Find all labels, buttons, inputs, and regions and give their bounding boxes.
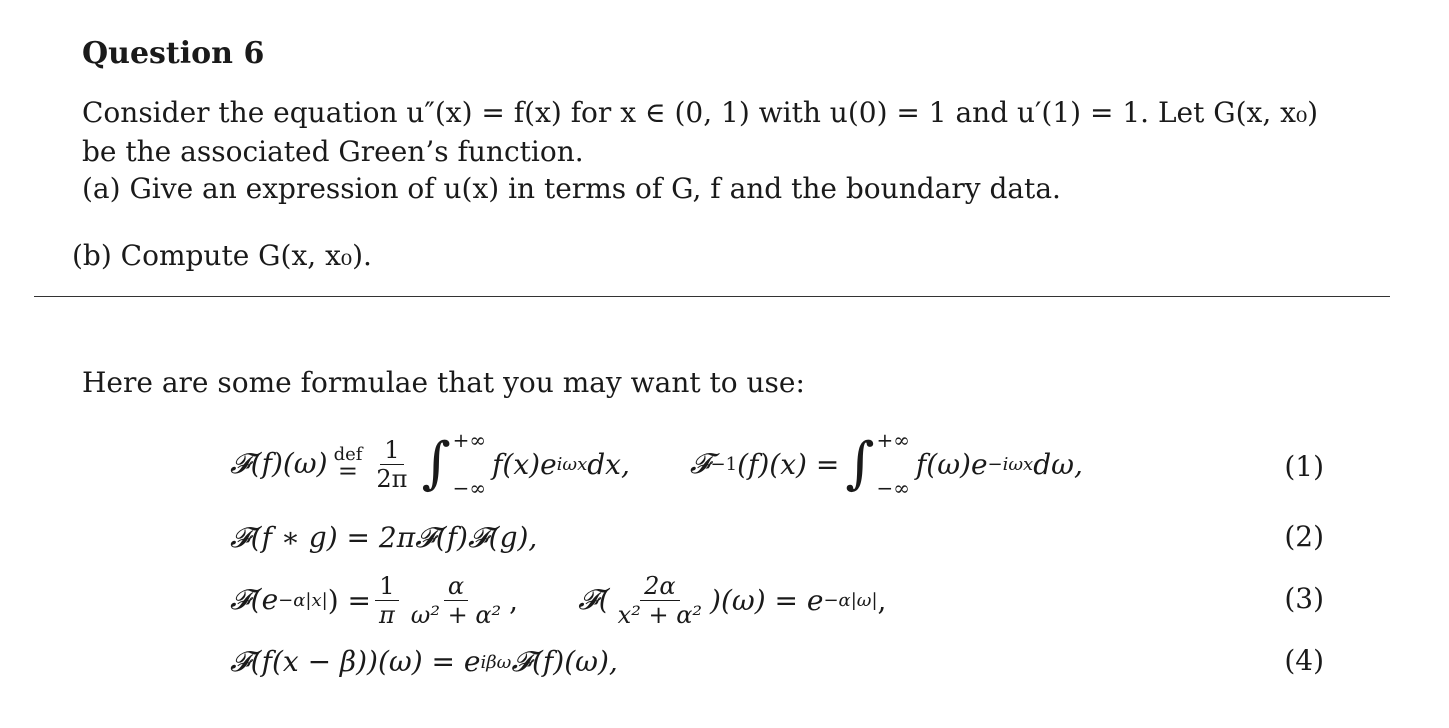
equation-3-number: (3) <box>1284 582 1324 615</box>
eq1-inverse-tail: (f)(x) = <box>737 447 840 481</box>
eq1-frac-num: 1 <box>380 436 403 465</box>
eq2-text: 𝓕(f ∗ g) = 2π𝓕(f)𝓕(g), <box>230 521 538 554</box>
eq1-integrand: f(x)e <box>492 447 557 481</box>
question-text-line1: Consider the equation u″(x) = f(x) for x ∈ (0, 1) with u(0) = 1 and u′(1) = 1. Let G(x, x₀) <box>82 96 1319 129</box>
eq1-inv-int-upper: +∞ <box>876 428 910 452</box>
eq1-inverse-integrand-exp: −iωx <box>987 453 1034 475</box>
integral-sign-icon: ∫ <box>845 431 875 496</box>
eq3-frac1-num: 1 <box>375 572 398 601</box>
eq3-frac1-den: π <box>379 600 395 629</box>
eq1-inverse-lhs: 𝓕 <box>689 447 711 480</box>
eq1-lhs: 𝓕(f)(ω) <box>230 447 328 480</box>
question-part-b: (b) Compute G(x, x₀). <box>72 239 372 272</box>
eq1-inverse-integral <box>845 428 910 500</box>
eq3-rhs-frac-den: x² + α² <box>617 600 703 629</box>
equation-4-number: (4) <box>1284 644 1324 677</box>
integral-sign-icon: ∫ <box>421 431 451 496</box>
eq3-fraction-2 <box>407 572 505 629</box>
equation-2-number: (2) <box>1284 520 1324 553</box>
eq4-lhs: 𝓕(f(x − β))(ω) = e <box>230 645 481 678</box>
eq3-rhs-end: , <box>877 583 887 617</box>
eq1-inv-int-lower: −∞ <box>876 476 910 500</box>
section-divider <box>34 296 1390 297</box>
eq1-inverse-exp: −1 <box>710 453 738 475</box>
eq3-rhs-frac-num: 2α <box>640 572 679 601</box>
equation-2 <box>230 508 537 568</box>
eq1-inverse-integrand-tail: dω, <box>1033 447 1083 481</box>
eq3-lhs-tail: ) = <box>327 583 371 617</box>
eq1-inverse-integrand: f(ω)e <box>915 447 988 481</box>
equation-1 <box>230 428 1083 500</box>
eq3-frac2-num: α <box>444 572 468 601</box>
eq3-lhs-exp: −α|x| <box>278 589 328 611</box>
eq3-rhs-tail: )(ω) = e <box>710 583 824 617</box>
eq1-integrand-exp: iωx <box>556 453 588 475</box>
eq1-frac-den: 2π <box>376 464 408 493</box>
eq1-int-lower: −∞ <box>452 476 487 500</box>
formulae-intro: Here are some formulae that you may want to use: <box>82 366 805 399</box>
eq1-def-label: def <box>333 444 363 465</box>
eq3-frac2-den: ω² + α² <box>410 600 502 629</box>
question-text-line2: be the associated Green’s function. <box>82 135 584 168</box>
eq1-fraction <box>372 436 411 493</box>
eq1-def-sign: = <box>337 457 359 485</box>
eq3-fraction-1 <box>375 572 399 629</box>
eq1-int-upper: +∞ <box>452 428 487 452</box>
eq1-integrand-tail: dx, <box>587 447 630 481</box>
question-heading: Question 6 <box>82 36 265 71</box>
eq3-lhs: 𝓕(e <box>230 583 279 616</box>
question-part-a: (a) Give an expression of u(x) in terms of G, f and the boundary data. <box>82 172 1061 205</box>
eq4-tail: 𝓕(f)(ω), <box>511 645 618 678</box>
eq3-rhs-lhs: 𝓕( <box>578 583 610 616</box>
equation-3 <box>230 570 886 630</box>
equation-1-number: (1) <box>1284 450 1324 483</box>
eq1-def-equals <box>333 444 363 485</box>
eq1-integral <box>421 428 486 500</box>
equation-4 <box>230 632 618 692</box>
eq4-exp: iβω <box>480 651 512 673</box>
eq3-comma: , <box>509 583 519 617</box>
eq3-rhs-exp: −α|ω| <box>823 589 878 611</box>
eq3-rhs-fraction <box>614 572 706 629</box>
